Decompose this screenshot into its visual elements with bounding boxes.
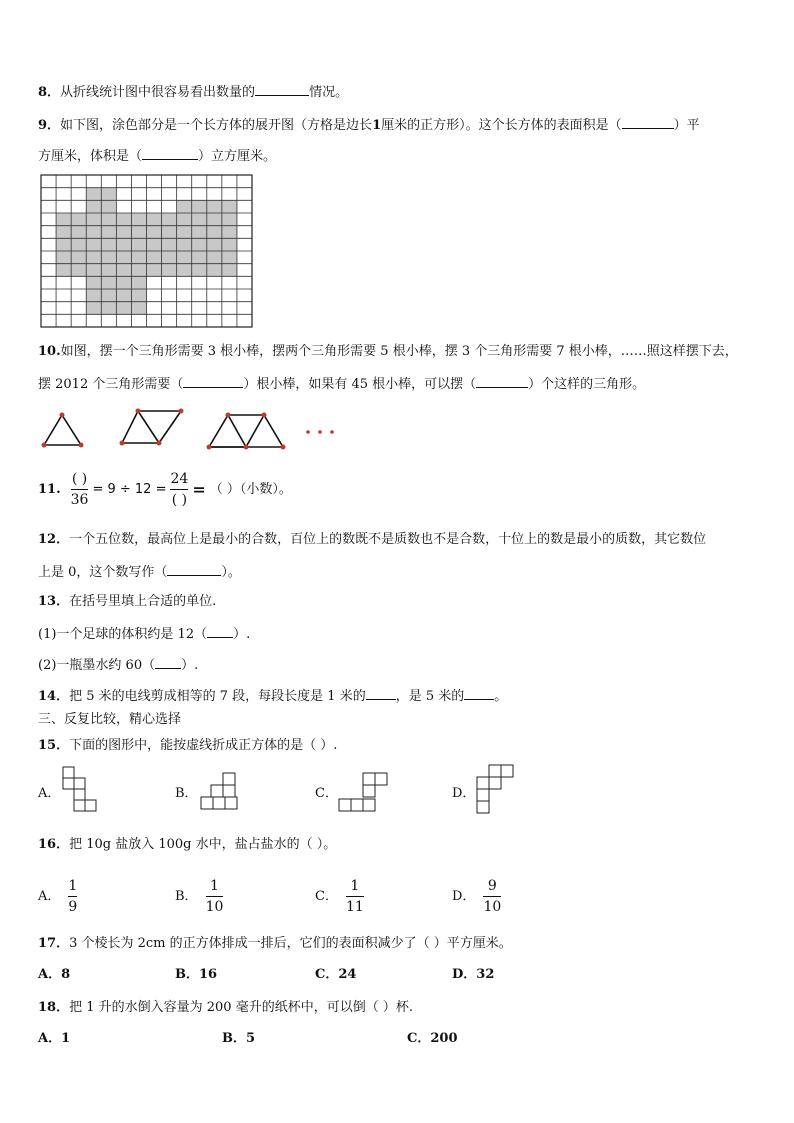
option-b[interactable]: B． $\frac{1}{10}$	[175, 878, 224, 915]
question-13: 13．在括号里填上合适的单位.	[38, 594, 217, 609]
question-12-line2: 上是 0，这个数写作（ ）。	[38, 562, 241, 582]
answer-blank[interactable]	[622, 115, 674, 129]
option-d[interactable]: D．	[452, 786, 476, 801]
option-d[interactable]: D．32	[452, 967, 495, 982]
answer-blank[interactable]	[464, 686, 494, 700]
answer-blank[interactable]	[476, 374, 528, 388]
question-11: 11. $\frac{( )}{36}$ = 9 ÷ 12 = $\frac{24}{( )}$ = （ ）（小数）。	[38, 471, 292, 508]
option-b[interactable]: B．	[175, 786, 198, 801]
answer-blank[interactable]	[255, 82, 309, 96]
cube-net-c	[338, 772, 390, 816]
section-heading: 三、反复比较，精心选择	[38, 712, 182, 727]
question-16: 16．把 10g 盐放入 100g 水中，盐占盐水的（ ）。	[38, 837, 337, 852]
triangle-1	[44, 415, 81, 445]
cube-net-a	[62, 766, 102, 820]
answer-blank[interactable]	[167, 562, 221, 576]
question-13-sub1: (1)一个足球的体积约是 12（ ）.	[38, 624, 250, 644]
cube-net-b	[200, 772, 242, 814]
option-a[interactable]: A．1	[38, 1031, 71, 1046]
answer-blank[interactable]	[366, 686, 396, 700]
question-10-line2: 摆 2012 个三角形需要（ ）根小棒，如果有 45 根小棒，可以摆（ ）个这样的三角形。	[38, 374, 645, 394]
question-12-line1: 12．一个五位数，最高位上是最小的合数，百位上的数既不是质数也不是合数，十位上的数是最小的质数，其它数位	[38, 532, 707, 547]
question-13-sub2: (2)一瓶墨水约 60（ ）.	[38, 655, 198, 675]
option-a[interactable]: A．	[38, 786, 61, 801]
fraction-1: $\frac{( )}{36}$	[70, 471, 89, 508]
fraction-2: $\frac{24}{( )}$	[170, 471, 189, 508]
option-d[interactable]: D． $\frac{9}{10}$	[452, 878, 502, 915]
option-c[interactable]: C．24	[315, 967, 357, 982]
answer-blank[interactable]	[155, 655, 181, 669]
question-10-line1: 10.如图，摆一个三角形需要 3 根小棒，摆两个三角形需要 5 根小棒，摆 3 个三角形需要 7 根小棒，……照这样摆下去，	[38, 344, 738, 359]
grid-lines	[41, 175, 252, 327]
option-c[interactable]: C． $\frac{1}{11}$	[315, 878, 364, 915]
question-8: 8．从折线统计图中很容易看出数量的 情况。	[38, 82, 348, 102]
option-a[interactable]: A．8	[38, 967, 71, 982]
triangle-2a	[122, 411, 159, 443]
triangle-sticks-figure	[38, 405, 348, 450]
answer-blank[interactable]	[183, 374, 243, 388]
option-a[interactable]: A． $\frac{1}{9}$	[38, 878, 78, 915]
question-9-line2: 方厘米，体积是（ ）立方厘米。	[38, 146, 276, 166]
option-b[interactable]: B．5	[222, 1031, 256, 1046]
triangle-2b	[138, 411, 181, 443]
net-grid-figure	[41, 175, 253, 328]
option-b[interactable]: B．16	[175, 967, 218, 982]
answer-blank[interactable]	[207, 624, 233, 638]
cube-net-d	[476, 764, 518, 820]
answer-blank[interactable]	[142, 146, 198, 160]
question-15: 15．下面的图形中，能按虚线折成正方体的是（ ）.	[38, 738, 338, 753]
option-c[interactable]: C．	[315, 786, 338, 801]
question-9-line1: 9．如下图，涂色部分是一个长方体的展开图（方格是边长1厘米的正方形）。这个长方体的表面积是（ ）平	[38, 115, 700, 135]
option-c[interactable]: C．200	[407, 1031, 458, 1046]
question-14: 14．把 5 米的电线剪成相等的 7 段，每段长度是 1 米的 ，是 5 米的 。	[38, 686, 507, 706]
question-18: 18．把 1 升的水倒入容量为 200 毫升的纸杯中，可以倒（ ）杯.	[38, 1000, 413, 1015]
question-17: 17．3 个棱长为 2cm 的正方体排成一排后，它们的表面积减少了（ ）平方厘米。	[38, 936, 512, 951]
triangle-3a	[209, 415, 246, 447]
